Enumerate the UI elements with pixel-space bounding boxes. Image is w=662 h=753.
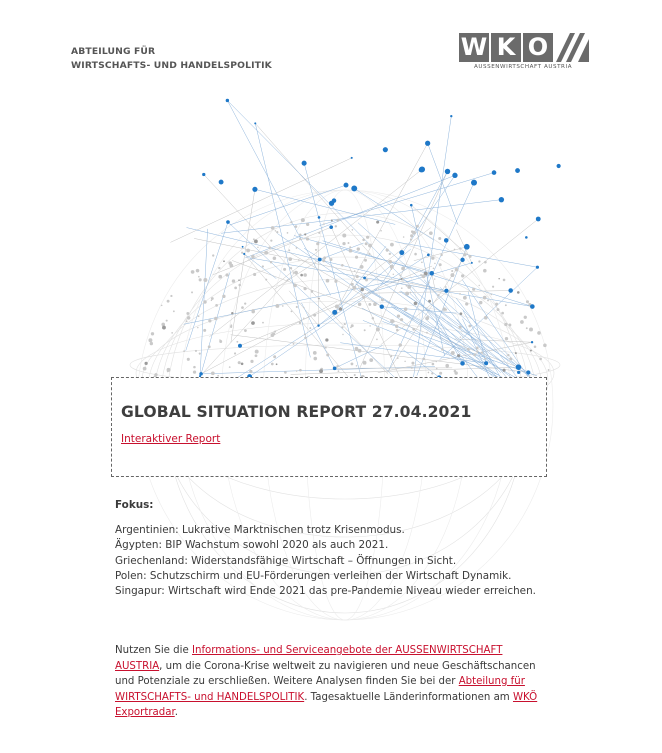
logo-subtitle: AUSSENWIRTSCHAFT AUSTRIA	[474, 64, 573, 70]
outro-text: , um die Corona-Krise weltweit zu navigieren und neue Geschäftschancen	[159, 660, 536, 672]
report-title: GLOBAL SITUATION REPORT 27.04.2021	[121, 403, 472, 421]
wko-exportradar-link[interactable]: WKÖ	[512, 691, 538, 703]
outro-text: . Tagesaktuelle Länderinformationen am	[304, 691, 513, 703]
outro-paragraph	[115, 643, 537, 721]
info-service-link[interactable]: Informations- und Serviceangebote der AUSSENWIRTSCHAFT	[192, 645, 503, 656]
info-service-link-cont[interactable]: AUSTRIA	[115, 660, 160, 672]
outro-text: .	[174, 707, 178, 718]
logo-letter-w: W	[460, 33, 488, 61]
abteilung-link[interactable]: Abteilung für	[458, 676, 525, 687]
report-title-box	[111, 377, 547, 477]
focus-section	[115, 498, 536, 599]
department-line-2: WIRTSCHAFTS- UND HANDELSPOLITIK	[71, 59, 272, 71]
focus-item: Polen: Schutzschirm und EU-Förderungen verleihen der Wirtschaft Dynamik.	[115, 569, 512, 582]
department-line-1: ABTEILUNG FÜR	[71, 46, 156, 57]
focus-item: Griechenland: Widerstandsfähige Wirtschaft – Öffnungen in Sicht.	[115, 554, 457, 567]
focus-item: Singapur: Wirtschaft wird Ende 2021 das pre-Pandemie Niveau wieder erreichen.	[115, 585, 536, 598]
logo-letter-k: K	[491, 33, 521, 62]
focus-heading: Fokus:	[115, 499, 154, 511]
interactive-report-link[interactable]: Interaktiver Report	[121, 433, 221, 445]
wko-exportradar-link-cont[interactable]: Exportradar	[115, 707, 175, 718]
logo-letter-o: O	[523, 33, 553, 62]
focus-item: Ägypten: BIP Wachstum sowohl 2020 als auch 2021.	[115, 539, 389, 552]
abteilung-link-cont[interactable]: WIRTSCHAFTS- und HANDELSPOLITIK	[115, 691, 305, 703]
focus-item: Argentinien: Lukrative Marktnischen trotz Krisenmodus.	[115, 524, 405, 536]
outro-text: Nutzen Sie die	[115, 645, 192, 656]
outro-text: und Potenziale zu erschließen. Weitere Analysen finden Sie bei der	[115, 676, 459, 687]
